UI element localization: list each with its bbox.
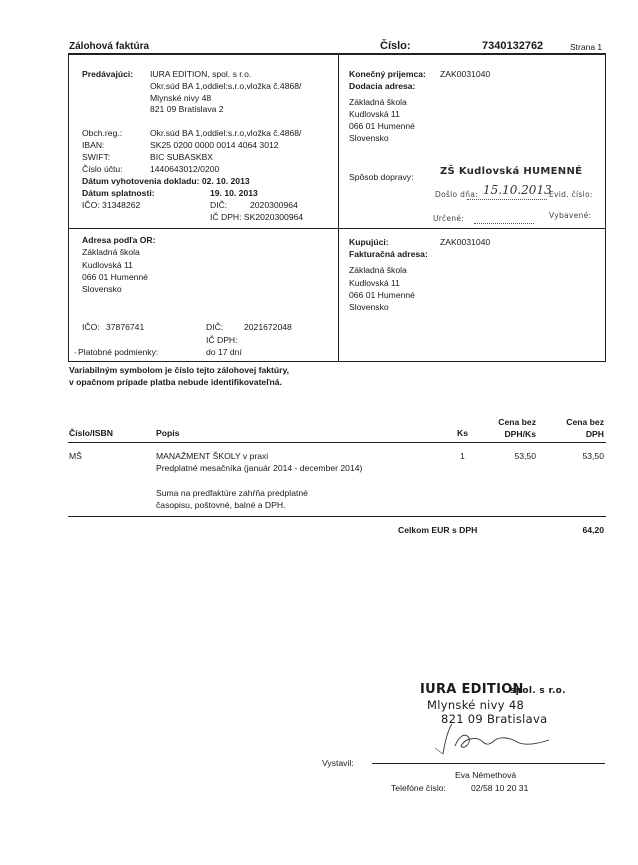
delivery-line: Slovensko <box>349 133 389 143</box>
or-address-line: Slovensko <box>82 284 122 294</box>
box-middle-rule <box>68 228 606 229</box>
stamp-company-name: IURA EDITION <box>420 682 524 697</box>
total-label: Celkom EUR s DPH <box>398 525 478 535</box>
seller-name: IURA EDITION, spol. s r.o. <box>150 69 252 79</box>
billing-line: 066 01 Humenné <box>349 290 415 300</box>
obch-reg-value: Okr.súd BA 1,oddiel:s.r.o,vložka č.4868/ <box>150 128 302 138</box>
or-address-line: Základná škola <box>82 247 140 257</box>
delivery-line: 066 01 Humenné <box>349 121 415 131</box>
notice-line: v opačnom prípade platba nebude identifikovateľná. <box>69 377 282 387</box>
row-description: MANAŽMENT ŠKOLY v praxi <box>156 451 269 461</box>
col-header-unit-price-sub: DPH/Ks <box>504 429 536 439</box>
assigned-label: Určené: <box>433 214 465 223</box>
col-header-description: Popis <box>156 428 180 438</box>
stamp-company-suffix: spol. s r.o. <box>510 686 566 696</box>
billing-line: Základná škola <box>349 265 407 275</box>
seller-line: Okr.súd BA 1,oddiel:s.r.o,vložka č.4868/ <box>150 81 302 91</box>
delivery-line: Kudlovská 11 <box>349 109 400 119</box>
billing-line: Kudlovská 11 <box>349 278 400 288</box>
notice-line: Variabilným symbolom je číslo tejto zálohovej faktúry, <box>69 365 290 375</box>
account-value: 1440643012/0200 <box>150 164 220 174</box>
box-left-border <box>68 53 69 361</box>
col-header-unit-price: Cena bez <box>498 417 536 427</box>
header-rule <box>68 53 606 55</box>
received-date-label: Došlo dňa: <box>435 190 478 199</box>
delivery-line: Základná škola <box>349 97 407 107</box>
row-qty: 1 <box>460 451 465 461</box>
buyer-ico-label: IČO: <box>82 322 100 332</box>
seller-icdph: IČ DPH: SK2020300964 <box>210 212 304 222</box>
delivery-address-label: Dodacia adresa: <box>349 81 416 91</box>
table-note-line: časopisu, poštovné, balné a DPH. <box>156 500 286 510</box>
table-header-rule <box>68 442 606 443</box>
total-value: 64,20 <box>582 525 604 535</box>
table-bottom-rule <box>68 516 606 517</box>
payment-terms-value: do 17 dní <box>206 347 242 357</box>
phone-label: Telefóne číslo: <box>391 783 446 793</box>
or-address-line: Kudlovská 11 <box>82 260 133 270</box>
swift-value: BIC SUBASKBX <box>150 152 214 162</box>
issue-date: Dátum vyhotovenia dokladu: 02. 10. 2013 <box>82 176 250 186</box>
row-description-detail: Predplatné mesačníka (január 2014 - december 2014) <box>156 463 363 473</box>
obch-reg-label: Obch.reg.: <box>82 128 123 138</box>
buyer-ico-value: 37876741 <box>106 322 145 332</box>
assigned-dotted-line <box>474 223 534 224</box>
row-isbn: MŠ <box>69 451 82 461</box>
phone-value: 02/58 10 20 31 <box>471 783 529 793</box>
row-total-price: 53,50 <box>582 451 604 461</box>
evid-number-label: Evid. číslo: <box>549 190 593 199</box>
box-right-border <box>605 53 606 361</box>
table-note-line: Suma na predfaktúre zahŕňa predplatné <box>156 488 308 498</box>
col-header-total-price-sub: DPH <box>585 429 604 439</box>
seller-line: Mlynské nivy 48 <box>150 93 212 103</box>
buyer-icdph-label: IČ DPH: <box>206 335 238 345</box>
buyer-dic-label: DIČ: <box>206 322 224 332</box>
seller-ico: IČO: 31348262 <box>82 200 141 210</box>
signature-scribble <box>425 718 565 768</box>
col-header-qty: Ks <box>457 428 468 438</box>
seller-dic-value: 2020300964 <box>250 200 298 210</box>
received-date-handwritten: 15.10.2013 <box>483 183 552 197</box>
or-address-label: Adresa podľa OR: <box>82 235 156 245</box>
iban-label: IBAN: <box>82 140 105 150</box>
due-date-value: 19. 10. 2013 <box>210 188 258 198</box>
payment-terms-label: Platobné podmienky: <box>78 347 159 357</box>
account-label: Číslo účtu: <box>82 164 123 174</box>
or-address-line: 066 01 Humenné <box>82 272 148 282</box>
box-bottom-rule <box>68 361 606 362</box>
seller-dic-label: DIČ: <box>210 200 228 210</box>
row-unit-price: 53,50 <box>514 451 536 461</box>
invoice-number: 7340132762 <box>482 40 544 52</box>
final-recipient-value: ZAK0031040 <box>440 69 491 79</box>
swift-label: SWIFT: <box>82 152 111 162</box>
billing-address-label: Fakturačná adresa: <box>349 249 428 259</box>
buyer-value: ZAK0031040 <box>440 237 491 247</box>
seller-label: Predávajúci: <box>82 69 134 79</box>
seller-line: 821 09 Bratislava 2 <box>150 104 224 114</box>
iban-value: SK25 0200 0000 0014 4064 3012 <box>150 140 279 150</box>
issued-by-label: Vystavil: <box>322 758 354 768</box>
processed-label: Vybavené: <box>549 211 592 220</box>
shipping-label: Spôsob dopravy: <box>349 172 414 182</box>
received-stamp-title: ZŠ Kudlovská HUMENNÉ <box>440 166 583 177</box>
col-header-isbn: Číslo/ISBN <box>69 428 113 438</box>
issuer-name: Eva Némethová <box>455 770 517 780</box>
due-date-label: Dátum splatnosti: <box>82 188 155 198</box>
page-number: Strana 1 <box>570 42 603 52</box>
buyer-label: Kupujúci: <box>349 237 389 247</box>
bullet-mark: , <box>74 346 77 355</box>
stamp-street: Mlynské nivy 48 <box>427 698 525 712</box>
document-title: Zálohová faktúra <box>69 41 150 52</box>
col-header-total-price: Cena bez <box>566 417 604 427</box>
invoice-number-label: Číslo: <box>380 40 411 52</box>
signature-rule <box>372 763 605 764</box>
received-dotted-line <box>467 199 547 200</box>
billing-line: Slovensko <box>349 302 389 312</box>
buyer-dic-value: 2021672048 <box>244 322 292 332</box>
box-middle-border <box>338 53 339 361</box>
stamp-city: 821 09 Bratislava <box>441 712 548 726</box>
final-recipient-label: Konečný prijemca: <box>349 69 426 79</box>
